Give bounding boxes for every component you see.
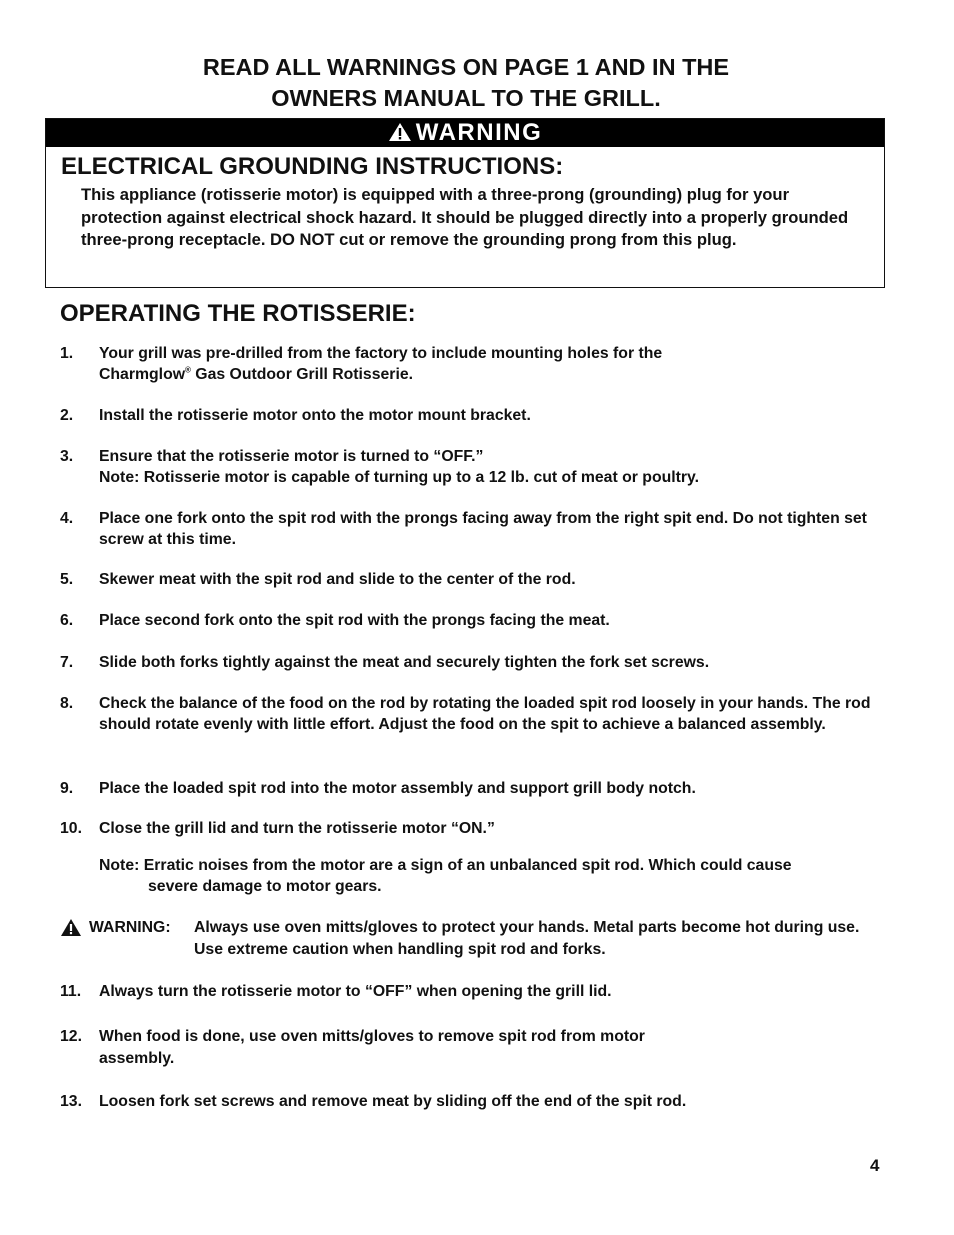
warning-banner-text: WARNING	[415, 119, 543, 146]
warning-triangle-icon	[388, 122, 412, 142]
brand-name: Charmglow	[99, 365, 186, 383]
note-line: Note: Erratic noises from the motor are a sign of an unbalanced spit rod. Which could cause	[99, 857, 792, 874]
note-line: severe damage to motor gears.	[148, 877, 382, 895]
step-text: Slide both forks tightly against the meat and securely tighten the fork set screws.	[99, 654, 710, 671]
header-line-2: OWNERS MANUAL TO THE GRILL.	[271, 85, 661, 111]
step-number: 3.	[60, 448, 74, 465]
page-number: 4	[870, 1156, 880, 1175]
step-text: Always turn the rotisserie motor to “OFF” when opening the grill lid.	[99, 983, 612, 1000]
erratic-noise-note	[99, 856, 879, 897]
step-number: 9.	[60, 780, 74, 797]
page-header	[0, 52, 932, 114]
step-number: 10.	[60, 820, 82, 837]
grounding-body: This appliance (rotisserie motor) is equipped with a three-prong (grounding) plug for your protection against electrical shock hazard. It should be plugged directly into a properly grounded three-prong receptacle. DO NOT cut or remove the grounding prong from this plug.	[81, 185, 849, 249]
step-text: Place the loaded spit rod into the motor assembly and support grill body notch.	[99, 780, 696, 797]
step-number: 11.	[60, 983, 82, 1000]
step-line: assembly.	[99, 1050, 175, 1067]
warning-banner	[46, 119, 884, 147]
step-text: Place second fork onto the spit rod with the prongs facing the meat.	[99, 612, 610, 629]
step-number: 5.	[60, 571, 74, 588]
step-text	[99, 447, 889, 488]
mitts-warning-text: Always use oven mitts/gloves to protect your hands. Metal parts become hot during use. Use extreme caution when handling spit rod and forks.	[194, 919, 860, 958]
step-text: Place one fork onto the spit rod with the prongs facing away from the right spit end. Do not tighten set screw at this time.	[99, 510, 867, 548]
header-line-1: READ ALL WARNINGS ON PAGE 1 AND IN THE	[202, 54, 730, 80]
step-text: Install the rotisserie motor onto the motor mount bracket.	[99, 407, 531, 424]
step-text: Close the grill lid and turn the rotisserie motor “ON.”	[99, 820, 495, 837]
step-text: Skewer meat with the spit rod and slide to the center of the rod.	[99, 571, 576, 588]
step-line: Ensure that the rotisserie motor is turned to “OFF.”	[99, 448, 484, 465]
step-text	[99, 1026, 889, 1070]
step-line: Your grill was pre-drilled from the factory to include mounting holes for the	[99, 345, 663, 362]
step-number: 2.	[60, 407, 74, 424]
step-text: Loosen fork set screws and remove meat by sliding off the end of the spit rod.	[99, 1093, 687, 1110]
step-note: Note: Rotisserie motor is capable of turning up to a 12 lb. cut of meat or poultry.	[99, 468, 700, 486]
step-number: 1.	[60, 345, 74, 362]
warning-triangle-icon	[60, 918, 82, 937]
registered-mark: ®	[185, 365, 191, 375]
mitts-warning-label: WARNING:	[89, 919, 171, 936]
step-number: 12.	[60, 1028, 82, 1045]
step-line: When food is done, use oven mitts/gloves to remove spit rod from motor	[99, 1028, 645, 1045]
step-number: 6.	[60, 612, 74, 629]
grounding-title: ELECTRICAL GROUNDING INSTRUCTIONS:	[61, 153, 564, 180]
operating-title: OPERATING THE ROTISSERIE:	[60, 300, 416, 327]
step-line-rest: Gas Outdoor Grill Rotisserie.	[190, 365, 414, 383]
step-number: 7.	[60, 654, 74, 671]
step-number: 13.	[60, 1093, 82, 1110]
step-number: 8.	[60, 695, 74, 712]
electrical-warning-box	[45, 118, 885, 288]
step-number: 4.	[60, 510, 74, 527]
step-line	[99, 365, 889, 386]
step-text	[99, 344, 889, 385]
step-text: Check the balance of the food on the rod by rotating the loaded spit rod loosely in your hands. The rod should rotate evenly with little effort. Adjust the food on the spit to achieve a balanced assembly.	[99, 695, 871, 733]
